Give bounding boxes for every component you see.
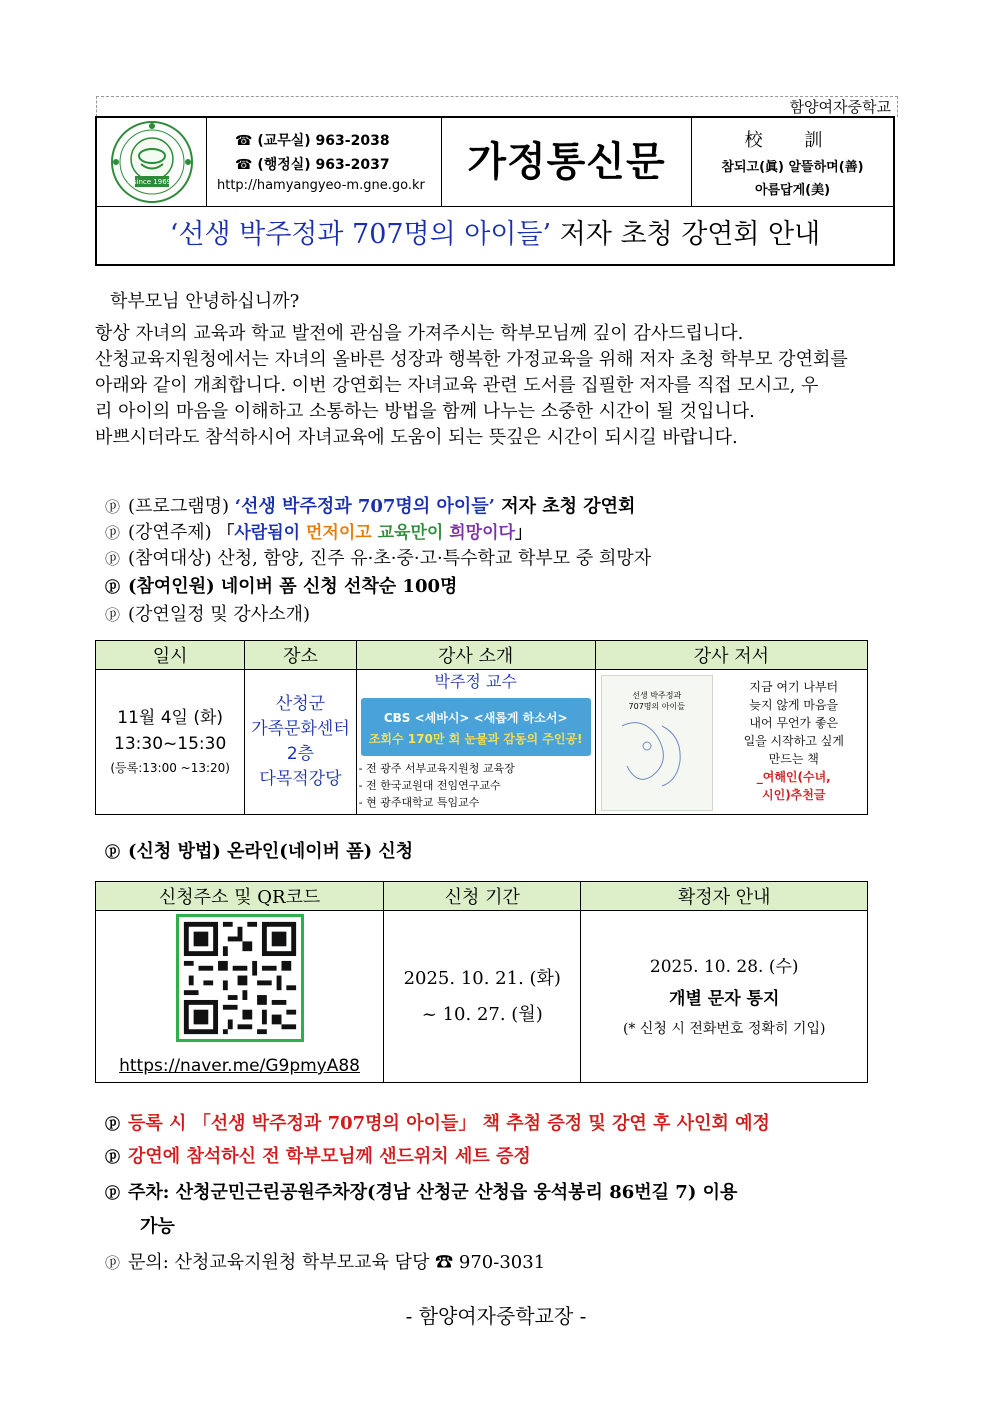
note-book-gift: ⓟ 등록 시 「선생 박주정과 707명의 아이들」 책 추첨 증정 및 강연 후 사인회 예정 xyxy=(105,1113,770,1134)
speaker-name: 박주정 교수 xyxy=(434,672,517,691)
col-speaker: 강사 소개 xyxy=(356,641,595,670)
school-motto: 校 訓 참되고(眞) 알뜰하며(善) 아름답게(美) xyxy=(721,130,864,198)
note-parking-cont: 가능 xyxy=(140,1216,175,1237)
speaker-book xyxy=(595,670,867,815)
confirm-info: 2025. 10. 28. (수) 개별 문자 통지 (* 신청 시 전화번호 정확히 기입) xyxy=(581,911,868,1083)
newsletter-title: 가정통신문 xyxy=(467,139,666,185)
apply-period: 2025. 10. 21. (화) ~ 10. 27. (월) xyxy=(384,911,581,1083)
newsletter-header xyxy=(95,116,895,266)
col-period: 신청 기간 xyxy=(384,882,581,911)
note-sandwich: ⓟ 강연에 참석하신 전 학부모님께 샌드위치 세트 증정 xyxy=(105,1146,531,1167)
bullet-target: ⓟ (참여대상) 산청, 함양, 진주 유·초·중·고·특수학교 학부모 중 희망자 xyxy=(105,548,652,569)
col-date: 일시 xyxy=(96,641,245,670)
school-website[interactable]: http://hamyangyeo-m.gne.go.kr xyxy=(217,178,425,193)
intro-body: 항상 자녀의 교육과 학교 발전에 관심을 가져주시는 학부모님께 깊이 감사드립니다. 산청교육지원청에서는 자녀의 올바른 성장과 행복한 가정교육을 위해 저자 초청 학부모 강연회를 아래와 같이 개최합니다. 이번 강연회는 자녀교육 관련 도서를 집필한 저자를 직접 모시고, 우 리 아이의 마음을 이해하고 소통하는 방법을 함께 나누는 소중한 시간이 될 것입니다. 바쁘시더라도 참석하시어 자녀교육에 도움이 되는 뜻깊은 시간이 되시길 바랍니다. xyxy=(95,323,848,448)
col-confirm: 확정자 안내 xyxy=(581,882,868,911)
schedule-date: 11월 4일 (화) 13:30~15:30 (등록:13:00 ~13:20) xyxy=(96,670,245,815)
note-contact: ⓟ 문의: 산청교육지원청 학부모교육 담당 ☎ 970-3031 xyxy=(105,1252,546,1273)
newsletter-title-cell xyxy=(442,118,692,206)
phone-academic: ☎ (교무실) 963-2038 xyxy=(235,133,390,149)
bullet-schedule: ⓟ (강연일정 및 강사소개) xyxy=(105,604,310,625)
col-book: 강사 저서 xyxy=(595,641,867,670)
bullet-apply-method: ⓟ (신청 방법) 온라인(네이버 폼) 신청 xyxy=(105,841,414,862)
book-review: 지금 여기 나부터 늦지 않게 마음을 내어 무언가 좋은 일을 시작하고 싶게 만드는 책 _여해인(수녀, 시인)추천글 xyxy=(743,680,844,802)
bullet-program: ⓟ (프로그램명) ‘선생 박주정과 707명의 아이들’ 저자 초청 강연회 xyxy=(105,496,636,517)
speaker-intro xyxy=(356,670,595,815)
book-cover: 선생 박주정과 707명의 아이들 xyxy=(601,675,713,811)
schedule-table xyxy=(95,640,868,815)
note-parking: ⓟ 주차: 산청군민근린공원주차장(경남 산청군 산청읍 웅석봉리 86번길 7) 이용 xyxy=(105,1182,738,1203)
principal-signature: - 함양여자중학교장 - xyxy=(405,1304,587,1328)
school-name-tag: 함양여자중학교 xyxy=(96,96,898,117)
school-logo xyxy=(97,118,207,206)
bullet-topic: ⓟ (강연주제) 「사람됨이 먼저이고 교육만이 희망이다」 xyxy=(105,522,532,543)
col-venue: 장소 xyxy=(245,641,356,670)
col-url: 신청주소 및 QR코드 xyxy=(96,882,384,911)
speaker-career: - 전 광주 서부교육지원청 교육장 - 전 한국교원대 전임연구교수 - 현 광주대학교 특임교수 xyxy=(358,762,515,809)
bullet-capacity: ⓟ (참여인원) 네이버 폼 신청 선착순 100명 xyxy=(105,576,458,597)
contact-info xyxy=(207,118,442,206)
apply-url[interactable]: https://naver.me/G9pmyA88 xyxy=(119,1056,360,1076)
qr-cell xyxy=(96,911,384,1083)
greeting: 학부모님 안녕하십니까? xyxy=(110,291,300,312)
apply-table xyxy=(95,881,868,1083)
schedule-venue: 산청군 가족문화센터 2층 다목적강당 xyxy=(245,670,356,815)
cbs-banner: CBS <세바시> <새롭게 하소서> 조회수 170만 회 눈물과 감동의 주인공! xyxy=(361,698,591,756)
headline: ‘선생 박주정과 707명의 아이들’ 저자 초청 강연회 안내 xyxy=(169,219,821,250)
svg-text:since 1969: since 1969 xyxy=(132,178,172,186)
phone-admin: ☎ (행정실) 963-2037 xyxy=(235,157,390,173)
qr-code[interactable] xyxy=(176,914,304,1042)
